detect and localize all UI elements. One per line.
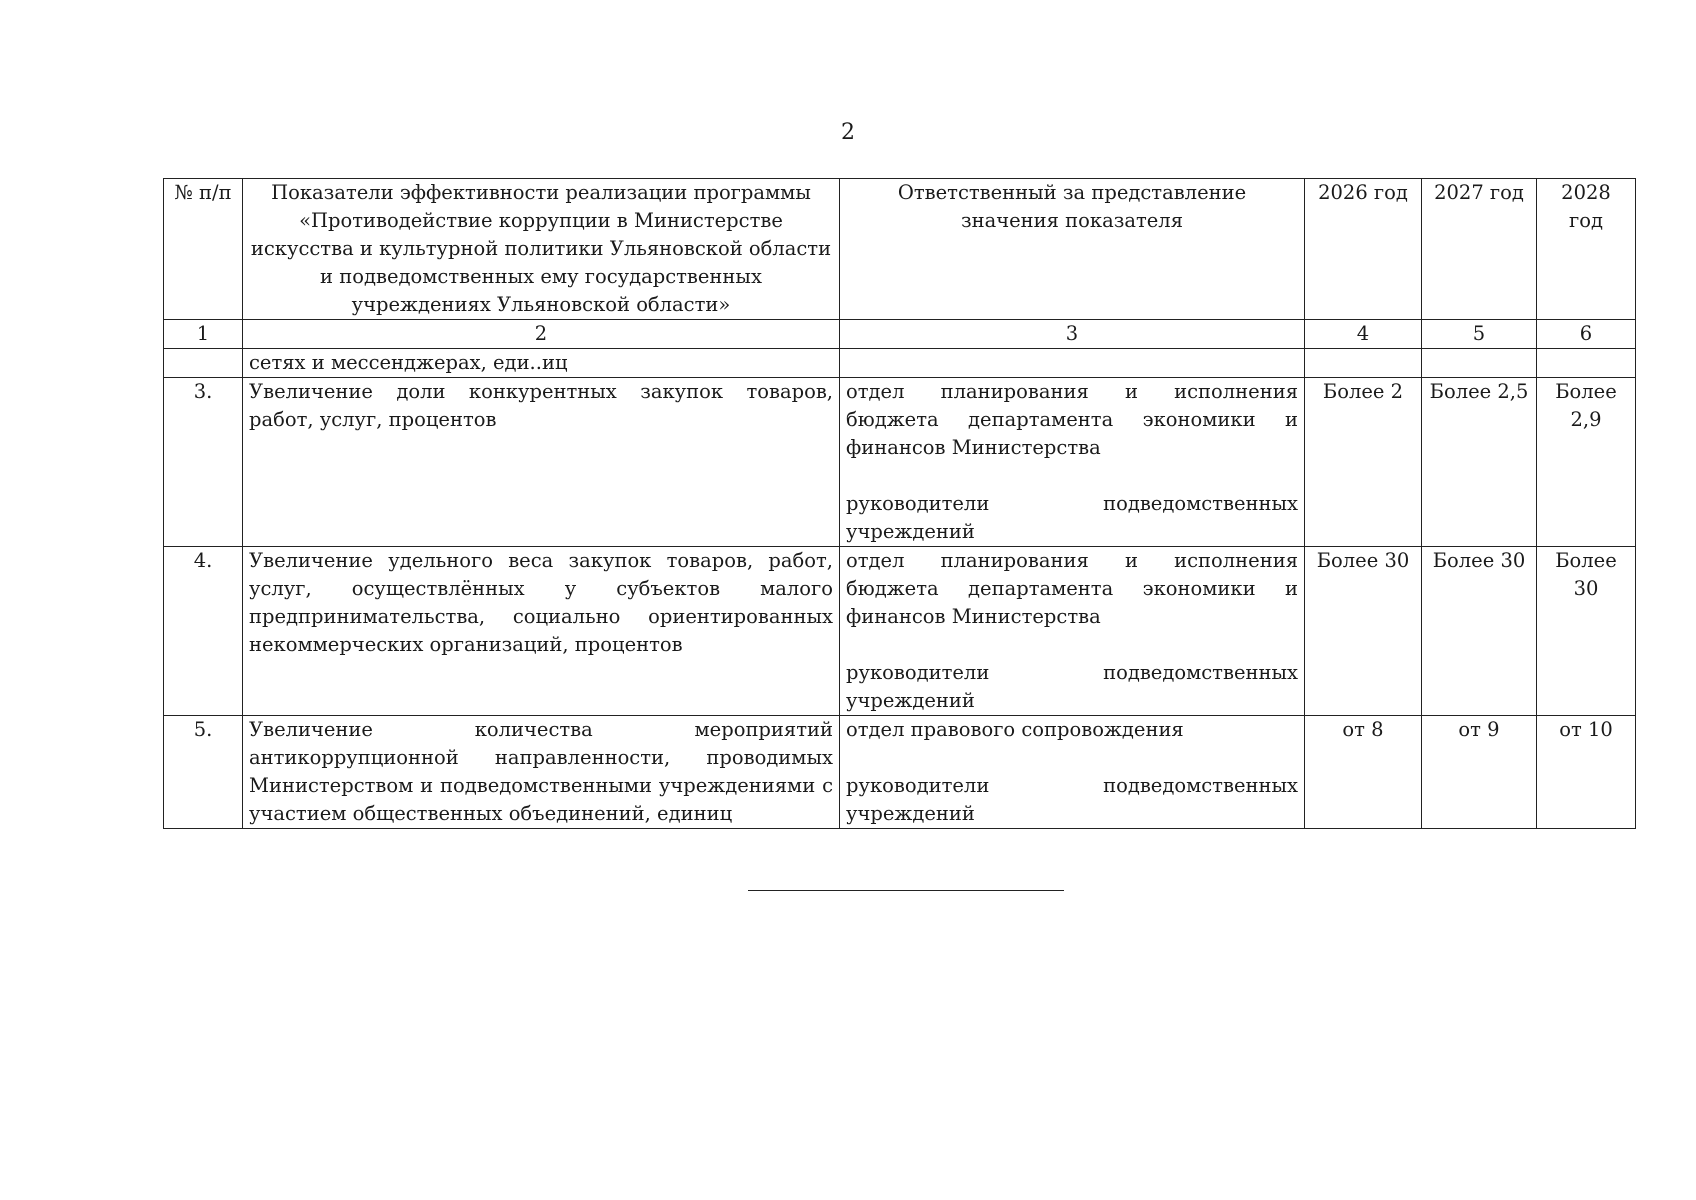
column-number: 5 <box>1422 320 1537 349</box>
value-2027: от 9 <box>1422 716 1537 829</box>
header-responsible: Ответственный за представление значения показателя <box>840 179 1305 320</box>
table-header-row <box>164 179 1636 320</box>
responsible-secondary: руководители подведомственных учреждений <box>846 492 1298 543</box>
responsible-secondary: руководители подведомственных учреждений <box>846 774 1298 825</box>
row-number: 5. <box>164 716 243 829</box>
row-indicator: Увеличение доли конкурентных закупок товаров, работ, услуг, процентов <box>243 378 840 547</box>
row-responsible <box>840 547 1305 716</box>
page-number: 2 <box>841 120 855 145</box>
header-indicator: Показатели эффективности реализации программы «Противодействие коррупции в Министерстве искусства и культурной политики Ульяновской области и подведомственных ему государственных учреждениях Ульяновской области» <box>243 179 840 320</box>
column-number: 4 <box>1305 320 1422 349</box>
responsible-primary: отдел планирования и исполнения бюджета департамента экономики и финансов Министерства <box>846 549 1298 628</box>
row-indicator: Увеличение количества мероприятий антикоррупционной направленности, проводимых Министерством и подведомственными учреждениями с участием общественных объединений, единиц <box>243 716 840 829</box>
row-indicator: Увеличение удельного веса закупок товаров, работ, услуг, осуществлённых у субъектов малого предпринимательства, социально ориентированных некоммерческих организаций, процентов <box>243 547 840 716</box>
value-2027: Более 30 <box>1422 547 1537 716</box>
value-2027: Более 2,5 <box>1422 378 1537 547</box>
indicators-table <box>163 178 1636 829</box>
row-number: 4. <box>164 547 243 716</box>
value-2028: Более 2,9 <box>1537 378 1636 547</box>
responsible-primary: отдел планирования и исполнения бюджета департамента экономики и финансов Министерства <box>846 380 1298 459</box>
closing-divider <box>748 890 1064 891</box>
header-num: № п/п <box>164 179 243 320</box>
row-responsible <box>840 378 1305 547</box>
table-row <box>164 716 1636 829</box>
column-number: 3 <box>840 320 1305 349</box>
continuation-row <box>164 349 1636 378</box>
value-2026: от 8 <box>1305 716 1422 829</box>
responsible-secondary: руководители подведомственных учреждений <box>846 661 1298 712</box>
responsible-primary: отдел правового сопровождения <box>846 718 1184 741</box>
header-2028: 2028 год <box>1537 179 1636 320</box>
value-2026: Более 30 <box>1305 547 1422 716</box>
header-2027: 2027 год <box>1422 179 1537 320</box>
continuation-text: сетях и мессенджерах, еди..иц <box>243 349 840 378</box>
header-2026: 2026 год <box>1305 179 1422 320</box>
value-2026: Более 2 <box>1305 378 1422 547</box>
row-number: 3. <box>164 378 243 547</box>
column-numbers-row <box>164 320 1636 349</box>
column-number: 2 <box>243 320 840 349</box>
value-2028: от 10 <box>1537 716 1636 829</box>
row-responsible <box>840 716 1305 829</box>
table-row <box>164 547 1636 716</box>
value-2028: Более 30 <box>1537 547 1636 716</box>
column-number: 6 <box>1537 320 1636 349</box>
table-row <box>164 378 1636 547</box>
column-number: 1 <box>164 320 243 349</box>
